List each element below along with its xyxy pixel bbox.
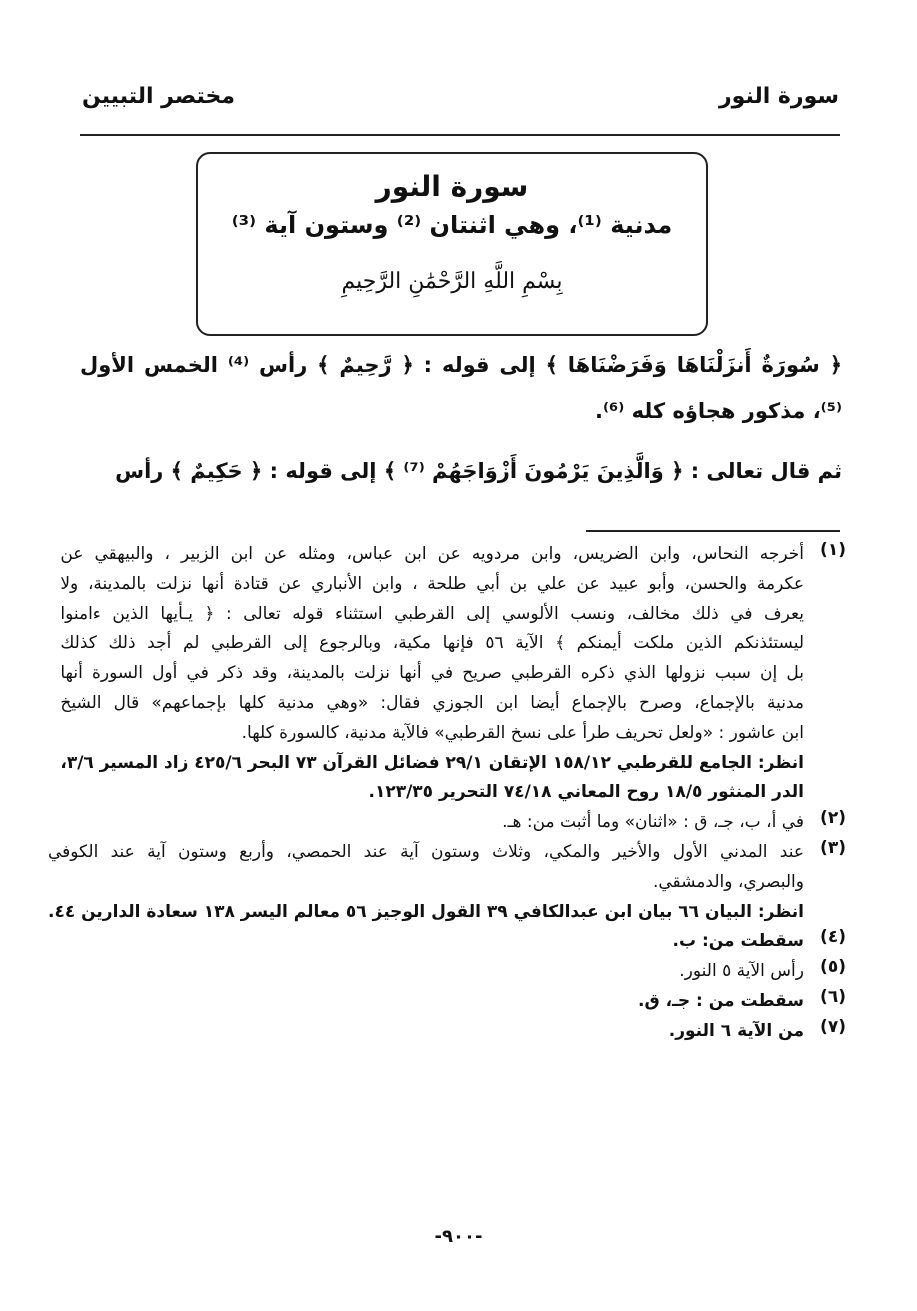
footnote-number: (٦) — [820, 986, 846, 1007]
footnote-line: والبصري، والدمشقي. — [652, 871, 804, 892]
main-paragraph-1: ﴿ سُورَةٌ أَنزَلْنَاهَا وَفَرَضْنَاهَا ﴾ إلى قوله : ﴿ رَّحِيمٌ ﴾ رأس ⁽⁴⁾ الخمس الأول ⁽⁵⁾، مذكور هجاؤه كله ⁽⁶⁾. — [80, 353, 842, 423]
surah-title-box — [196, 152, 708, 336]
footnote-reference-line: انظر: الجامع للقرطبي ١٥٨/١٢ الإتقان ٢٩/١ فضائل القرآن ٧٣ البحر ٤٢٥/٦ زاد المسير ٣/٦، — [60, 752, 804, 773]
footnotes — [47, 540, 846, 1047]
header-divider — [80, 134, 840, 136]
footnote-line: سقطت من : جـ، ق. — [638, 990, 804, 1011]
footnote-number: (٢) — [820, 808, 846, 829]
footnote-line: ابن عاشور : «ولعل تحريف طرأ على نسخ القرطبي» فالآية مدنية، كالسورة كلها. — [241, 722, 804, 743]
footnote-number: (٥) — [820, 957, 846, 978]
footnote-line: أخرجه النحاس، وابن الضريس، وابن مردويه عن ابن عباس، ومثله عن ابن الزبير ، والبيهقي عن — [60, 544, 804, 564]
footnote — [47, 837, 846, 927]
footnote-line: مدنية بالإجماع، وصرح بالإجماع أيضا ابن الجوزي فقال: «وهي مدنية كلها بإجماعهم» قال الشيخ — [60, 692, 804, 713]
footnote-line: بل إن سبب نزولها الذي ذكره القرطبي صريح في أنها نزلت بالمدينة، وقد ذكر في أول السورة أنها — [60, 663, 804, 684]
footnote-reference-line: انظر: البيان ٦٦ بيان ابن عبدالكافي ٣٩ القول الوجيز ٥٦ معالم اليسر ١٣٨ سعادة الدارين ٤٤. — [47, 901, 804, 922]
footnote-number: (٧) — [820, 1016, 846, 1037]
surah-subtitle: مدنية ⁽¹⁾، وهي اثنتان ⁽²⁾ وستون آية ⁽³⁾ — [231, 211, 673, 239]
footnote — [84, 927, 846, 957]
footnote-number: (١) — [820, 540, 846, 560]
footnote-number: (٤) — [820, 927, 846, 948]
header-book-title: مختصر التبيين — [82, 84, 236, 109]
footnote-number: (٣) — [820, 837, 846, 858]
footnote-divider — [586, 530, 840, 532]
footnote-line: عكرمة والحسن، وأبو عبيد عن علي بن أبي طلحة ، وابن الأنباري عن قتادة أنها نزلت بالمدينة، ولا — [60, 573, 804, 594]
header-surah-name: سورة النور — [719, 84, 839, 109]
footnote-line: رأس الآية ٥ النور. — [679, 961, 804, 982]
footnote-line: في أ، ب، جـ، ق : «اثنان» وما أثبت من: هـ. — [502, 812, 804, 833]
footnote — [84, 987, 846, 1017]
surah-title: سورة النور — [375, 170, 529, 203]
footnote — [84, 1017, 846, 1047]
footnote — [60, 540, 846, 808]
footnote — [84, 957, 846, 987]
footnote-reference-line: الدر المنثور ١٨/٥ روح المعاني ٧٤/١٨ التحرير ١٢٣/٣٥. — [368, 782, 804, 803]
footnote-line: عند المدني الأول والأخير والمكي، وثلاث وستون آية عند الحمصي، وأربع وستون آية عند الكوفي — [47, 841, 804, 862]
footnote-line: ليستئذنكم الذين ملكت أيمنكم ﴾ الآية ٥٦ فإنها مكية، وبالرجوع إلى القرطبي لم أجد ذلك كذلك — [60, 633, 804, 654]
page-number: -٩٠٠- — [434, 1226, 483, 1247]
footnote — [84, 808, 846, 838]
footnote-line: سقطت من: ب. — [672, 931, 804, 952]
main-paragraph-2: ثم قال تعالى : ﴿ وَالَّذِينَ يَرْمُونَ أَزْوَاجَهُمْ ⁽⁷⁾ ﴾ إلى قوله : ﴿ حَكِيمٌ ﴾ رأس — [115, 459, 842, 483]
footnote-line: يعرف في ذلك مخالف، ونسب الألوسي إلى القرطبي استثناء قوله تعالى : ﴿ يـأيها الذين ءامنوا — [60, 603, 804, 624]
footnote-line: من الآية ٦ النور. — [668, 1020, 804, 1041]
basmala: بِسْمِ اللَّهِ الرَّحْمَٰنِ الرَّحِيمِ — [341, 269, 563, 294]
